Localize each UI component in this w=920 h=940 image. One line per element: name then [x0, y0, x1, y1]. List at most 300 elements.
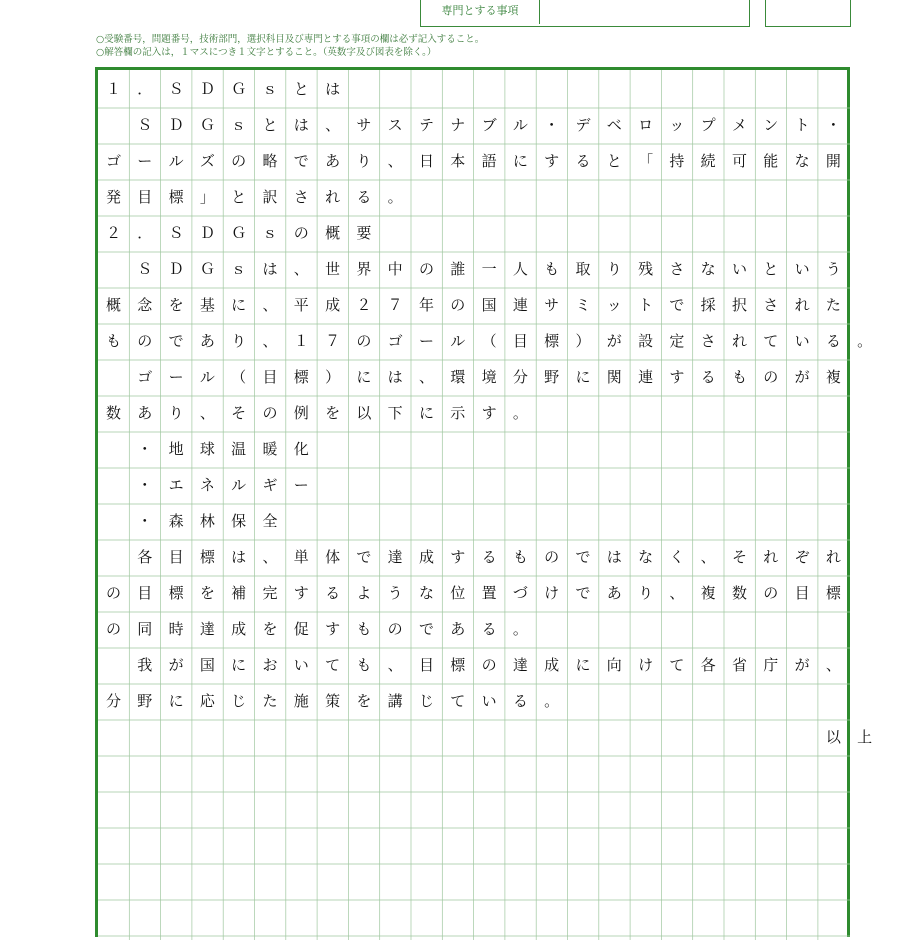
instruction-note-1: ○受験番号，問題番号，技術部門，選択科目及び専門とする事項の欄は必ず記入すること。 [96, 34, 485, 45]
answer-char: 以 [825, 728, 841, 746]
answer-line [98, 366, 850, 388]
answer-char: は [293, 116, 309, 134]
answer-line [98, 186, 850, 208]
answer-char: は [606, 548, 622, 566]
answer-char: 各 [700, 656, 716, 674]
answer-char [129, 726, 160, 748]
answer-char: で [669, 296, 685, 314]
answer-char: の [763, 368, 779, 386]
answer-char: 。 [387, 188, 403, 206]
answer-char: を [356, 692, 372, 710]
answer-line [98, 78, 850, 100]
answer-char: ． [137, 224, 153, 242]
answer-char: も [731, 368, 747, 386]
answer-char: Ｄ [199, 80, 215, 98]
answer-char: 各 [137, 548, 153, 566]
answer-char [223, 726, 254, 748]
answer-char: Ｇ [199, 116, 215, 134]
answer-char [98, 726, 129, 748]
answer-char: 標 [168, 188, 184, 206]
answer-char: れ [325, 188, 341, 206]
answer-char: 概 [325, 224, 341, 242]
answer-char [192, 726, 223, 748]
answer-char: よ [356, 584, 372, 602]
answer-char: を [168, 296, 184, 314]
answer-char: 定 [669, 332, 685, 350]
answer-char: デ [575, 116, 591, 134]
answer-char: ル [231, 476, 247, 494]
answer-char [255, 726, 286, 748]
answer-char: 環 [450, 368, 466, 386]
answer-char [98, 258, 129, 280]
answer-char: 達 [199, 620, 215, 638]
answer-line [98, 294, 850, 316]
answer-char: な [700, 260, 716, 278]
answer-char: 開 [825, 152, 841, 170]
answer-line [98, 402, 850, 424]
answer-char: 単 [293, 548, 309, 566]
answer-char: あ [450, 620, 466, 638]
answer-char: 国 [199, 656, 215, 674]
answer-char: も [512, 548, 528, 566]
answer-char: ｓ [231, 260, 247, 278]
answer-char: ル [512, 116, 528, 134]
answer-char: に [168, 692, 184, 710]
answer-char: の [137, 332, 153, 350]
answer-char: 成 [231, 620, 247, 638]
answer-char: は [231, 548, 247, 566]
answer-char: 、 [418, 368, 434, 386]
answer-char: 要 [356, 224, 372, 242]
answer-char: 暖 [262, 440, 278, 458]
answer-char: 目 [418, 656, 434, 674]
answer-char: 補 [231, 584, 247, 602]
answer-char: ２ [356, 296, 372, 314]
answer-char: 「 [638, 152, 654, 170]
answer-char: ゴ [387, 332, 403, 350]
answer-char: １ [105, 80, 121, 98]
answer-char: い [293, 656, 309, 674]
answer-char: 施 [293, 692, 309, 710]
answer-char: 応 [199, 692, 215, 710]
answer-line [98, 510, 850, 532]
answer-char [505, 726, 536, 748]
answer-char: で [293, 152, 309, 170]
answer-char: そ [231, 404, 247, 422]
answer-char: 複 [825, 368, 841, 386]
answer-char [536, 726, 567, 748]
answer-char: 、 [262, 548, 278, 566]
answer-char: ・ [137, 440, 153, 458]
answer-char: す [325, 620, 341, 638]
answer-char: も [356, 656, 372, 674]
answer-char: な [638, 548, 654, 566]
answer-char: 界 [356, 260, 372, 278]
answer-line [98, 474, 850, 496]
answer-char: な [418, 584, 434, 602]
answer-char: 、 [199, 404, 215, 422]
answer-char: る [325, 584, 341, 602]
answer-char: り [231, 332, 247, 350]
answer-char: 設 [638, 332, 654, 350]
answer-char: 中 [387, 260, 403, 278]
answer-char: ７ [325, 332, 341, 350]
answer-char: の [105, 620, 121, 638]
answer-char: く [669, 548, 685, 566]
answer-char: で [575, 584, 591, 602]
answer-char [787, 726, 818, 748]
answer-char: エ [168, 476, 184, 494]
answer-char: 目 [262, 368, 278, 386]
answer-char [380, 726, 411, 748]
answer-char: に [418, 404, 434, 422]
answer-char: 標 [168, 584, 184, 602]
answer-char: う [387, 584, 403, 602]
answer-char: て [669, 656, 685, 674]
answer-char: る [700, 368, 716, 386]
answer-char: 化 [293, 440, 309, 458]
answer-char: が [606, 332, 622, 350]
answer-char: 続 [700, 152, 716, 170]
answer-char: 野 [137, 692, 153, 710]
answer-char: 林 [199, 512, 215, 530]
answer-char: 残 [638, 260, 654, 278]
answer-char: の [231, 152, 247, 170]
answer-char: 成 [544, 656, 560, 674]
answer-char: サ [544, 296, 560, 314]
answer-char: と [231, 188, 247, 206]
answer-char: 発 [105, 188, 121, 206]
answer-char: て [450, 692, 466, 710]
answer-char: 目 [137, 584, 153, 602]
answer-char: 講 [387, 692, 403, 710]
answer-char: に [512, 152, 528, 170]
answer-char: 取 [575, 260, 591, 278]
answer-line [98, 690, 850, 712]
answer-char [755, 726, 786, 748]
answer-char: る [481, 620, 497, 638]
answer-sheet [95, 67, 873, 937]
answer-char: の [544, 548, 560, 566]
answer-char: 、 [669, 584, 685, 602]
answer-char: ｓ [262, 224, 278, 242]
answer-char [317, 726, 348, 748]
answer-char: 数 [731, 584, 747, 602]
answer-char [98, 114, 129, 136]
answer-char: 連 [512, 296, 528, 314]
answer-char: づ [512, 584, 528, 602]
answer-char: り [168, 404, 184, 422]
answer-char: 全 [262, 512, 278, 530]
answer-char: じ [418, 692, 434, 710]
answer-char: 我 [137, 656, 153, 674]
answer-char: る [356, 188, 372, 206]
answer-char: ト [794, 116, 810, 134]
answer-char: 略 [262, 152, 278, 170]
answer-char: れ [731, 332, 747, 350]
answer-char: な [794, 152, 810, 170]
answer-char: は [262, 260, 278, 278]
answer-char: （ [231, 368, 247, 386]
answer-char: 、 [262, 332, 278, 350]
answer-char: ギ [262, 476, 278, 494]
answer-char [474, 726, 505, 748]
answer-char: て [763, 332, 779, 350]
answer-char: そ [731, 548, 747, 566]
answer-char [693, 726, 724, 748]
answer-char: ） [325, 368, 341, 386]
answer-char: 可 [731, 152, 747, 170]
answer-char: と [606, 152, 622, 170]
answer-char: ル [199, 368, 215, 386]
answer-char: 世 [325, 260, 341, 278]
answer-line [98, 150, 850, 172]
answer-char [161, 726, 192, 748]
answer-char: 標 [199, 548, 215, 566]
answer-char: 基 [199, 296, 215, 314]
answer-char: ッ [606, 296, 622, 314]
answer-char: ． [137, 80, 153, 98]
answer-char: 体 [325, 548, 341, 566]
answer-char: も [105, 332, 121, 350]
answer-char: Ｇ [199, 260, 215, 278]
answer-char: 、 [387, 152, 403, 170]
answer-char: ル [450, 332, 466, 350]
answer-char [661, 726, 692, 748]
answer-char: 国 [481, 296, 497, 314]
answer-char [98, 474, 129, 496]
answer-char: 省 [731, 656, 747, 674]
answer-char: 平 [293, 296, 309, 314]
answer-char: さ [700, 332, 716, 350]
answer-char: す [293, 584, 309, 602]
answer-char: プ [700, 116, 716, 134]
answer-char: を [262, 620, 278, 638]
answer-char: 」 [199, 188, 215, 206]
answer-char: 、 [262, 296, 278, 314]
answer-char: の [418, 260, 434, 278]
answer-char [568, 726, 599, 748]
answer-char: 時 [168, 620, 184, 638]
answer-char: い [481, 692, 497, 710]
answer-char: Ｓ [137, 260, 153, 278]
answer-char: 達 [512, 656, 528, 674]
header-blank-box [765, 0, 851, 27]
answer-char: る [512, 692, 528, 710]
answer-char: 例 [293, 404, 309, 422]
answer-char: 球 [199, 440, 215, 458]
answer-char: 人 [512, 260, 528, 278]
answer-char: 温 [231, 440, 247, 458]
answer-char: ー [168, 368, 184, 386]
answer-char: 同 [137, 620, 153, 638]
answer-char: 語 [481, 152, 497, 170]
answer-line [98, 114, 850, 136]
answer-char: ー [137, 152, 153, 170]
answer-char: ミ [575, 296, 591, 314]
answer-char: 年 [418, 296, 434, 314]
answer-char: Ｓ [137, 116, 153, 134]
answer-char: 本 [450, 152, 466, 170]
answer-char: い [731, 260, 747, 278]
instruction-notes [96, 33, 484, 59]
answer-char: 成 [418, 548, 434, 566]
answer-char: 促 [293, 620, 309, 638]
answer-char: に [575, 368, 591, 386]
answer-char: う [825, 260, 841, 278]
answer-char: 、 [825, 656, 841, 674]
answer-char: 択 [731, 296, 747, 314]
answer-char: 向 [606, 656, 622, 674]
answer-char: 野 [544, 368, 560, 386]
answer-char: 分 [512, 368, 528, 386]
answer-char: 目 [168, 548, 184, 566]
answer-char: あ [606, 584, 622, 602]
answer-char: 標 [293, 368, 309, 386]
answer-char: 。 [512, 404, 528, 422]
answer-char [724, 726, 755, 748]
answer-char: 成 [325, 296, 341, 314]
answer-char: ぞ [794, 548, 810, 566]
answer-line [98, 258, 850, 280]
answer-char: 以 [356, 404, 372, 422]
answer-char: と [763, 260, 779, 278]
answer-char: の [105, 584, 121, 602]
answer-char: る [481, 548, 497, 566]
answer-char: れ [763, 548, 779, 566]
answer-char: ） [575, 332, 591, 350]
answer-char: ・ [137, 512, 153, 530]
specialty-field-box [420, 0, 750, 27]
answer-char: さ [293, 188, 309, 206]
answer-char: ゴ [105, 152, 121, 170]
answer-char: で [356, 548, 372, 566]
answer-char: じ [231, 692, 247, 710]
answer-char: の [356, 332, 372, 350]
answer-char: ７ [387, 296, 403, 314]
answer-char: の [387, 620, 403, 638]
answer-char: り [638, 584, 654, 602]
answer-char: あ [137, 404, 153, 422]
answer-char: が [794, 656, 810, 674]
answer-char: た [262, 692, 278, 710]
answer-line [98, 654, 850, 676]
answer-char: Ｄ [199, 224, 215, 242]
answer-char: 訳 [262, 188, 278, 206]
answer-char [98, 510, 129, 532]
answer-char: 置 [481, 584, 497, 602]
answer-char: 示 [450, 404, 466, 422]
answer-char: 持 [669, 152, 685, 170]
answer-char: け [638, 656, 654, 674]
answer-line [98, 582, 850, 604]
answer-line [98, 222, 850, 244]
answer-char: ー [418, 332, 434, 350]
answer-char: さ [763, 296, 779, 314]
answer-char: 関 [606, 368, 622, 386]
answer-char: ・ [825, 116, 841, 134]
answer-char: ネ [199, 476, 215, 494]
answer-char: で [418, 620, 434, 638]
answer-line [98, 546, 850, 568]
answer-char: Ｄ [168, 260, 184, 278]
answer-char: ル [168, 152, 184, 170]
answer-char: に [575, 656, 591, 674]
answer-char: て [325, 656, 341, 674]
answer-char: け [544, 584, 560, 602]
answer-char: 念 [137, 296, 153, 314]
answer-char: る [825, 332, 841, 350]
answer-char: 分 [105, 692, 121, 710]
answer-char: さ [669, 260, 685, 278]
answer-char: と [293, 80, 309, 98]
answer-char: ベ [606, 116, 622, 134]
answer-char: で [168, 332, 184, 350]
answer-char: 標 [450, 656, 466, 674]
answer-char: 境 [481, 368, 497, 386]
answer-char: （ [481, 332, 497, 350]
answer-char: ー [293, 476, 309, 494]
answer-char [98, 654, 129, 676]
answer-char: 連 [638, 368, 654, 386]
answer-line [98, 438, 850, 460]
answer-char: ナ [450, 116, 466, 134]
answer-char: 。 [544, 692, 560, 710]
answer-char [98, 366, 129, 388]
answer-char: 目 [137, 188, 153, 206]
answer-char: す [669, 368, 685, 386]
answer-char [411, 726, 442, 748]
answer-char: お [262, 656, 278, 674]
answer-char: を [325, 404, 341, 422]
answer-char: は [325, 80, 341, 98]
answer-char: 概 [105, 296, 121, 314]
answer-char: 完 [262, 584, 278, 602]
answer-char: 採 [700, 296, 716, 314]
answer-char: Ｇ [231, 80, 247, 98]
answer-char: れ [794, 296, 810, 314]
answer-char: り [356, 152, 372, 170]
answer-char: Ｓ [168, 80, 184, 98]
answer-char: 保 [231, 512, 247, 530]
answer-char: も [356, 620, 372, 638]
answer-char [286, 726, 317, 748]
answer-char: ン [763, 116, 779, 134]
answer-char: ッ [669, 116, 685, 134]
answer-char: の [450, 296, 466, 314]
answer-char: テ [418, 116, 434, 134]
answer-char: す [544, 152, 560, 170]
answer-char: 下 [387, 404, 403, 422]
answer-char: １ [293, 332, 309, 350]
answer-char: が [794, 368, 810, 386]
answer-char: 一 [481, 260, 497, 278]
answer-char: が [168, 656, 184, 674]
answer-char: 。 [512, 620, 528, 638]
answer-char: 庁 [763, 656, 779, 674]
answer-char: 複 [700, 584, 716, 602]
answer-char [442, 726, 473, 748]
answer-char: 策 [325, 692, 341, 710]
specialty-field-label: 専門とする事項 [421, 0, 540, 24]
answer-char: 数 [105, 404, 121, 422]
answer-char: で [575, 548, 591, 566]
answer-char: 地 [168, 440, 184, 458]
answer-char: Ｄ [168, 116, 184, 134]
answer-char: 、 [700, 548, 716, 566]
answer-char: 上 [857, 728, 873, 746]
answer-char: り [606, 260, 622, 278]
